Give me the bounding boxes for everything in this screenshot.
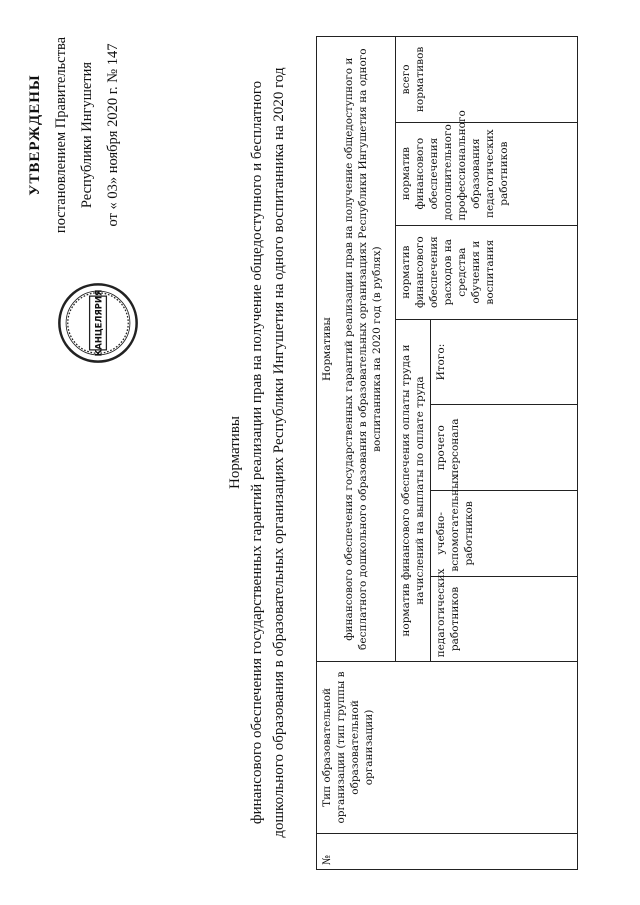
header-number: № bbox=[317, 833, 578, 869]
document-title bbox=[224, 40, 290, 865]
header-other-staff: прочего персонала bbox=[431, 405, 578, 491]
title-line-2: дошкольного образования в образовательных организациях Республики Ингушетия на одного воспитанника на 2020 год bbox=[271, 67, 287, 838]
approval-block bbox=[22, 20, 126, 250]
header-total-all: всего нормативов bbox=[396, 37, 578, 123]
header-support-staff: учебно-вспомогательных работников bbox=[431, 491, 578, 577]
title-line-1: финансового обеспечения государственных гарантий реализации прав на получение общедоступного и бесплатного bbox=[249, 80, 265, 825]
svg-text:КАНЦЕЛЯРИЯ: КАНЦЕЛЯРИЯ bbox=[93, 289, 104, 357]
official-seal-stamp bbox=[56, 281, 140, 365]
header-additional-training: норматив финансового обеспечения дополнительного профессионального образования педагогических работников bbox=[396, 122, 578, 225]
header-labor-cost: норматив финансового обеспечения оплаты труда и начислений на выплаты по оплате труда bbox=[396, 319, 431, 662]
approval-date: от « 03» ноября 2020 г. № 147 bbox=[105, 43, 121, 227]
header-means-of-education: норматив финансового обеспечения расходов на средства обучения и воспитания bbox=[396, 225, 578, 319]
approval-line-1: постановлением Правительства bbox=[53, 36, 69, 234]
approval-line-2: Республики Ингушетия bbox=[79, 61, 95, 209]
header-pedagogical: педагогических работников bbox=[431, 576, 578, 662]
header-normatives bbox=[317, 37, 396, 662]
normatives-description: финансового обеспечения государственных гарантий реализации прав на получение общедоступного и бесплатного дошкольного образования в образовательных организациях Республики Ингушетия на одного воспитанника на 2020 год (в рублях) bbox=[343, 48, 383, 650]
header-org-type: Тип образовательной организации (тип группы в образовательной организации) bbox=[317, 662, 578, 833]
approval-title: УТВЕРЖДЕНЫ bbox=[27, 74, 43, 196]
normatives-table bbox=[316, 36, 578, 870]
title-heading: Нормативы bbox=[227, 416, 243, 490]
normatives-title: Нормативы bbox=[321, 317, 333, 382]
header-subtotal: Итого: bbox=[431, 319, 578, 405]
